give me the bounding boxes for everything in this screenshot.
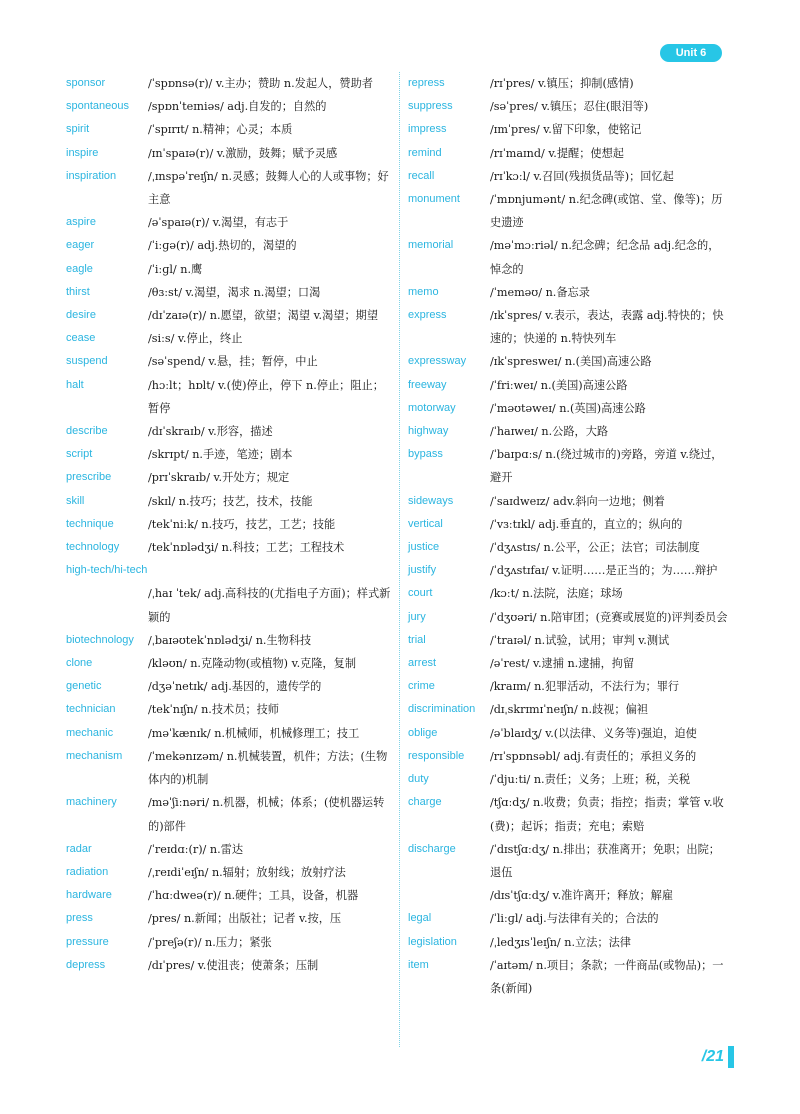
- vocab-definition: /ɪkˈspresweɪ/ n.(美国)高速公路: [490, 355, 652, 369]
- vocab-definition: /ˌbaɪəʊtekˈnɒlədʒi/ n.生物科技: [148, 633, 312, 647]
- vocab-word: oblige: [408, 726, 438, 739]
- vocab-word: memo: [408, 285, 439, 298]
- vocab-definition: /ɪmˈpres/ v.留下印象，使铭记: [490, 123, 642, 137]
- vocab-word: impress: [408, 123, 447, 136]
- vocab-entry: [408, 745, 728, 768]
- vocab-word: pressure: [66, 935, 109, 948]
- vocab-definition: /ˌhaɪ ˈtek/ adj.高科技的(尤指电子方面)；样式新颖的: [148, 587, 391, 624]
- vocab-word: vertical: [408, 517, 443, 530]
- vocab-entry: [408, 397, 728, 420]
- vocab-entry: [408, 420, 728, 443]
- vocab-word: justice: [408, 541, 440, 554]
- vocab-entry: [66, 374, 394, 420]
- vocab-entry: [66, 698, 394, 721]
- vocab-definition: /ɪkˈspres/ v.表示，表达，表露 adj.特快的；快速的；快递的 n.特快列车: [490, 309, 724, 346]
- vocab-definition: /dʒəˈnetɪk/ adj.基因的，遗传学的: [148, 680, 322, 694]
- vocab-definition: /ˌledʒɪsˈleɪʃn/ n.立法；法律: [490, 935, 631, 949]
- vocab-entry: [408, 281, 728, 304]
- vocab-entry: [408, 931, 728, 954]
- vocab-entry: [408, 768, 728, 791]
- vocab-word: eager: [66, 239, 95, 252]
- vocab-word: biotechnology: [66, 633, 134, 646]
- vocab-word: responsible: [408, 749, 465, 762]
- vocab-entry: [66, 629, 394, 652]
- vocab-entry: [66, 791, 394, 837]
- vocab-definition: /hɔːlt；hɒlt/ v.(使)停止，停下 n.停止；阻止；暂停: [148, 378, 384, 415]
- vocab-definition: /əˈspaɪə(r)/ v.渴望，有志于: [148, 216, 289, 230]
- vocab-definition: /spɒnˈteɪniəs/ adj.自发的；自然的: [148, 100, 327, 114]
- vocab-definition: /səˈspend/ v.悬，挂；暂停，中止: [148, 355, 318, 369]
- vocab-word: high-tech/hi-tech: [66, 564, 148, 577]
- vocab-definition: /əˈrest/ v.逮捕 n.逮捕，拘留: [490, 657, 635, 671]
- vocab-definition: /məˈmɔːriəl/ n.纪念碑；纪念品 adj.纪念的，悼念的: [490, 239, 720, 276]
- vocab-word: remind: [408, 146, 442, 159]
- vocab-definition: /məˈkænɪk/ n.机械师，机械修理工；技工: [148, 726, 360, 740]
- vocab-definition: /ˈaɪtəm/ n.项目；条款；一件商品(或物品)；一条(新闻): [490, 958, 724, 995]
- vocab-entry: [66, 211, 394, 234]
- vocab-entry: [408, 954, 728, 1000]
- vocab-definition: /ˈtraɪəl/ n.试验，试用；审判 v.测试: [490, 633, 670, 647]
- vocab-definition: /rɪˈpres/ v.镇压；抑制(感情): [490, 77, 634, 90]
- vocab-word: inspire: [66, 146, 99, 159]
- vocab-definition: /ˈhɑːdweə(r)/ n.硬件；工具，设备，机器: [148, 889, 359, 903]
- vocab-definition: /ˌɪnspəˈreɪʃn/ n.灵感；鼓舞人心的人或事物；好主意: [148, 169, 389, 207]
- vocab-word: depress: [66, 958, 106, 971]
- vocab-entry: [408, 652, 728, 675]
- vocab-entry: [66, 234, 394, 257]
- vocab-word: monument: [408, 193, 460, 206]
- vocab-entry: [408, 165, 728, 188]
- vocab-word: charge: [408, 796, 442, 809]
- vocab-definition: /ˌreɪdiˈeɪʃn/ n.辐射；放射线；放射疗法: [148, 865, 346, 879]
- vocab-entry: [66, 118, 394, 141]
- vocab-definition: /səˈpres/ v.镇压；忍住(眼泪等): [490, 100, 649, 114]
- vocab-entry: [66, 745, 394, 791]
- vocab-definition: /ˈiːɡl/ n.鹰: [148, 262, 203, 276]
- vocab-definition: /dɪˈzaɪə(r)/ n.愿望，欲望；渴望 v.渴望；期望: [148, 309, 379, 323]
- vocab-word: legislation: [408, 935, 457, 948]
- vocab-definition: /ˈdɪstʃɑːdʒ/ n.排出；获准离开；免职；出院；退伍: [490, 842, 720, 879]
- vocab-definition: /ˈspɪrɪt/ n.精神；心灵；本质: [148, 123, 293, 137]
- vocab-definition: /ˈreɪdɑː(r)/ n.雷达: [148, 842, 244, 856]
- vocab-definition: /ˈdʒʌstɪs/ n.公平，公正；法官；司法制度: [490, 541, 700, 555]
- vocab-word: inspiration: [66, 169, 117, 182]
- vocab-word: item: [408, 958, 429, 971]
- vocab-definition: /əˈblaɪdʒ/ v.(以法律、义务等)强迫，迫使: [490, 726, 697, 740]
- vocab-definition: /ˈhaɪweɪ/ n.公路，大路: [490, 425, 609, 439]
- vocab-word: script: [66, 448, 93, 461]
- vocab-word: radar: [66, 842, 92, 855]
- vocab-word: desire: [66, 309, 96, 322]
- vocab-entry: [408, 629, 728, 652]
- vocab-definition: /ˈbaɪpɑːs/ n.(绕过城市的)旁路，旁道 v.绕过，避开: [490, 448, 723, 485]
- vocab-word: suppress: [408, 100, 453, 113]
- vocab-entry: [66, 838, 394, 861]
- vocab-definition: /ɪnˈspaɪə(r)/ v.激励，鼓舞；赋予灵感: [148, 146, 338, 160]
- vocab-entry: [408, 490, 728, 513]
- vocab-entry: [66, 861, 394, 884]
- vocab-definition: /θɜːst/ v.渴望，渴求 n.渴望；口渴: [148, 285, 321, 299]
- vocab-word: cease: [66, 332, 96, 345]
- vocab-word: arrest: [408, 657, 437, 670]
- vocab-word: sponsor: [66, 77, 106, 89]
- vocab-entry: [66, 327, 394, 350]
- vocab-word: suspend: [66, 355, 108, 368]
- vocab-definition: /dɪˈskraɪb/ v.形容，描述: [148, 425, 273, 439]
- vocab-definition: /ˈdʒʊəri/ n.陪审团；(竞赛或展览的)评判委员会: [490, 610, 728, 624]
- vocab-entry: [408, 675, 728, 698]
- vocab-entry: [66, 281, 394, 304]
- vocab-definition: /rɪˈkɔːl/ v.召回(残损货品等)；回忆起: [490, 169, 674, 183]
- vocab-entry: [408, 907, 728, 930]
- vocab-definition: /siːs/ v.停止，终止: [148, 332, 243, 346]
- vocab-definition: /kləʊn/ n.克隆动物(或植物) v.克隆，复制: [148, 657, 357, 671]
- vocab-definition: /ˈmeməʊ/ n.备忘录: [490, 285, 590, 299]
- vocab-entry: [408, 188, 728, 234]
- vocab-entry: [408, 374, 728, 397]
- vocab-word: bypass: [408, 448, 443, 461]
- vocab-word: justify: [408, 564, 437, 577]
- vocab-word: highway: [408, 425, 449, 438]
- vocab-word: memorial: [408, 239, 454, 252]
- vocab-word: thirst: [66, 285, 90, 298]
- page-number-bar: [728, 1046, 734, 1068]
- vocab-entry: [66, 443, 394, 466]
- vocab-definition: /ˈsaɪdweɪz/ adv.斜向一边地；侧着: [490, 494, 665, 508]
- vocab-entry: [408, 698, 728, 721]
- vocab-word: press: [66, 912, 93, 925]
- vocab-definition: /dɪsˈtʃɑːdʒ/ v.准许离开；释放；解雇: [490, 889, 674, 903]
- vocab-word: expressway: [408, 355, 467, 368]
- vocab-word: describe: [66, 425, 108, 438]
- vocab-definition: /tekˈniːk/ n.技巧，技艺，工艺；技能: [148, 517, 336, 531]
- vocab-entry: [408, 838, 728, 884]
- vocab-entry: [408, 350, 728, 373]
- vocab-definition: /ˈdʒʌstɪfaɪ/ v.证明……是正当的；为……辩护: [490, 564, 718, 578]
- vocab-word: skill: [66, 494, 85, 507]
- vocab-entry: [66, 582, 394, 628]
- vocab-definition: /tekˈnɪʃn/ n.技术员；技师: [148, 703, 279, 717]
- vocab-entry: [408, 95, 728, 118]
- left-column: [66, 72, 394, 977]
- vocab-word: aspire: [66, 216, 96, 229]
- vocab-word: repress: [408, 77, 445, 89]
- vocab-entry: [66, 884, 394, 907]
- vocab-word: mechanism: [66, 749, 123, 762]
- vocab-word: jury: [408, 610, 426, 623]
- vocab-word: clone: [66, 657, 93, 670]
- vocab-word: hardware: [66, 889, 112, 902]
- vocab-entry: [408, 234, 728, 280]
- vocab-entry: [66, 513, 394, 536]
- vocab-definition: /ˈpreʃə(r)/ n.压力；紧张: [148, 935, 272, 949]
- vocab-word: eagle: [66, 262, 93, 275]
- vocab-word: discrimination: [408, 703, 476, 716]
- vocab-word: technology: [66, 541, 120, 554]
- vocab-entry: [408, 536, 728, 559]
- vocab-entry: [66, 350, 394, 373]
- vocab-entry: [408, 304, 728, 350]
- vocab-word: sideways: [408, 494, 454, 507]
- vocab-entry: [66, 142, 394, 165]
- vocab-entry: [66, 652, 394, 675]
- vocab-word: crime: [408, 680, 435, 693]
- vocab-definition: /tekˈnɒlədʒi/ n.科技；工艺；工程技术: [148, 541, 345, 555]
- vocab-entry: [66, 466, 394, 489]
- vocab-definition: /skɪl/ n.技巧；技艺，技术，技能: [148, 494, 313, 508]
- vocab-definition: /kɔːt/ n.法院，法庭；球场: [490, 587, 623, 601]
- vocab-word: motorway: [408, 401, 456, 414]
- vocab-word: express: [408, 309, 447, 322]
- vocab-word: machinery: [66, 796, 117, 809]
- vocab-word: genetic: [66, 680, 102, 693]
- vocab-definition: /prɪˈskraɪb/ v.开处方；规定: [148, 471, 290, 485]
- vocab-word: technique: [66, 517, 114, 530]
- vocab-entry: [408, 606, 728, 629]
- vocab-word: duty: [408, 773, 429, 786]
- vocab-definition: /ˈfriːweɪ/ n.(美国)高速公路: [490, 378, 628, 392]
- vocab-definition: /məˈʃiːnəri/ n.机器，机械；体系；(使机器运转的)部件: [148, 796, 385, 833]
- vocab-entry: [66, 722, 394, 745]
- vocab-definition: /skrɪpt/ n.手迹，笔迹；剧本: [148, 448, 293, 462]
- vocab-entry: [408, 443, 728, 489]
- vocab-definition: /ˈspɒnsə(r)/ v.主办；赞助 n.发起人，赞助者: [148, 77, 373, 90]
- vocab-word: discharge: [408, 842, 456, 855]
- page-number: /21: [701, 1048, 724, 1065]
- vocab-entry: [408, 142, 728, 165]
- vocab-word: legal: [408, 912, 432, 925]
- vocab-word: radiation: [66, 865, 109, 878]
- vocab-word: recall: [408, 169, 435, 182]
- vocab-entry: [66, 304, 394, 327]
- vocab-entry: [408, 884, 728, 907]
- vocab-entry: [408, 559, 728, 582]
- vocab-entry: [66, 675, 394, 698]
- vocab-entry: [408, 72, 728, 95]
- vocab-entry: [66, 258, 394, 281]
- vocab-definition: /ˈliːɡl/ adj.与法律有关的；合法的: [490, 912, 659, 926]
- column-divider: [399, 72, 400, 1047]
- vocab-entry: [66, 907, 394, 930]
- vocab-word: mechanic: [66, 726, 114, 739]
- vocab-definition: /ˈməʊtəweɪ/ n.(英国)高速公路: [490, 401, 646, 415]
- vocab-definition: /ˈiːɡə(r)/ adj.热切的，渴望的: [148, 239, 297, 253]
- vocab-entry: [66, 165, 394, 211]
- vocab-entry: [408, 582, 728, 605]
- vocab-definition: /tʃɑːdʒ/ n.收费；负责；指控；指责；掌管 v.收(费)；起诉；指责；充电；索赔: [490, 796, 724, 833]
- vocab-word: trial: [408, 633, 426, 646]
- vocab-definition: /ˈdjuːti/ n.责任；义务；上班；税，关税: [490, 773, 691, 787]
- vocab-entry: [66, 954, 394, 977]
- vocab-definition: /rɪˈmaɪnd/ v.提醒；使想起: [490, 146, 624, 160]
- right-column: [408, 72, 728, 1000]
- vocab-definition: /ˈvɜːtɪkl/ adj.垂直的，直立的；纵向的: [490, 517, 683, 531]
- vocab-entry: [66, 95, 394, 118]
- vocab-word: halt: [66, 378, 84, 391]
- vocab-word: prescribe: [66, 471, 112, 484]
- vocab-word: spontaneous: [66, 100, 129, 113]
- vocab-entry: [66, 490, 394, 513]
- vocab-definition: /rɪˈspɒnsəbl/ adj.有责任的；承担义务的: [490, 749, 697, 763]
- vocab-entry: [66, 536, 394, 559]
- vocab-entry: [66, 72, 394, 95]
- vocab-definition: /ˈmɒnjumənt/ n.纪念碑(或馆、堂、像等)；历史遗迹: [490, 193, 723, 230]
- vocab-entry: [408, 513, 728, 536]
- vocab-word: spirit: [66, 123, 90, 136]
- vocab-entry: [408, 118, 728, 141]
- unit-tab: Unit 6: [660, 44, 722, 62]
- vocab-entry: [66, 931, 394, 954]
- vocab-definition: /kraɪm/ n.犯罪活动，不法行为；罪行: [490, 680, 680, 694]
- vocab-word: technician: [66, 703, 116, 716]
- vocab-entry: [66, 559, 394, 582]
- vocab-entry: [66, 420, 394, 443]
- vocab-word: court: [408, 587, 433, 600]
- vocab-entry: [408, 722, 728, 745]
- vocab-definition: /dɪˌskrɪmɪˈneɪʃn/ n.歧视；偏袒: [490, 703, 648, 717]
- vocab-definition: /dɪˈpres/ v.使沮丧；使萧条；压制: [148, 958, 319, 972]
- vocab-definition: /pres/ n.新闻；出版社；记者 v.按，压: [148, 912, 342, 926]
- vocab-definition: /ˈmekənɪzəm/ n.机械装置，机件；方法；(生物体内的)机制: [148, 749, 388, 787]
- vocab-word: freeway: [408, 378, 447, 391]
- vocab-entry: [408, 791, 728, 837]
